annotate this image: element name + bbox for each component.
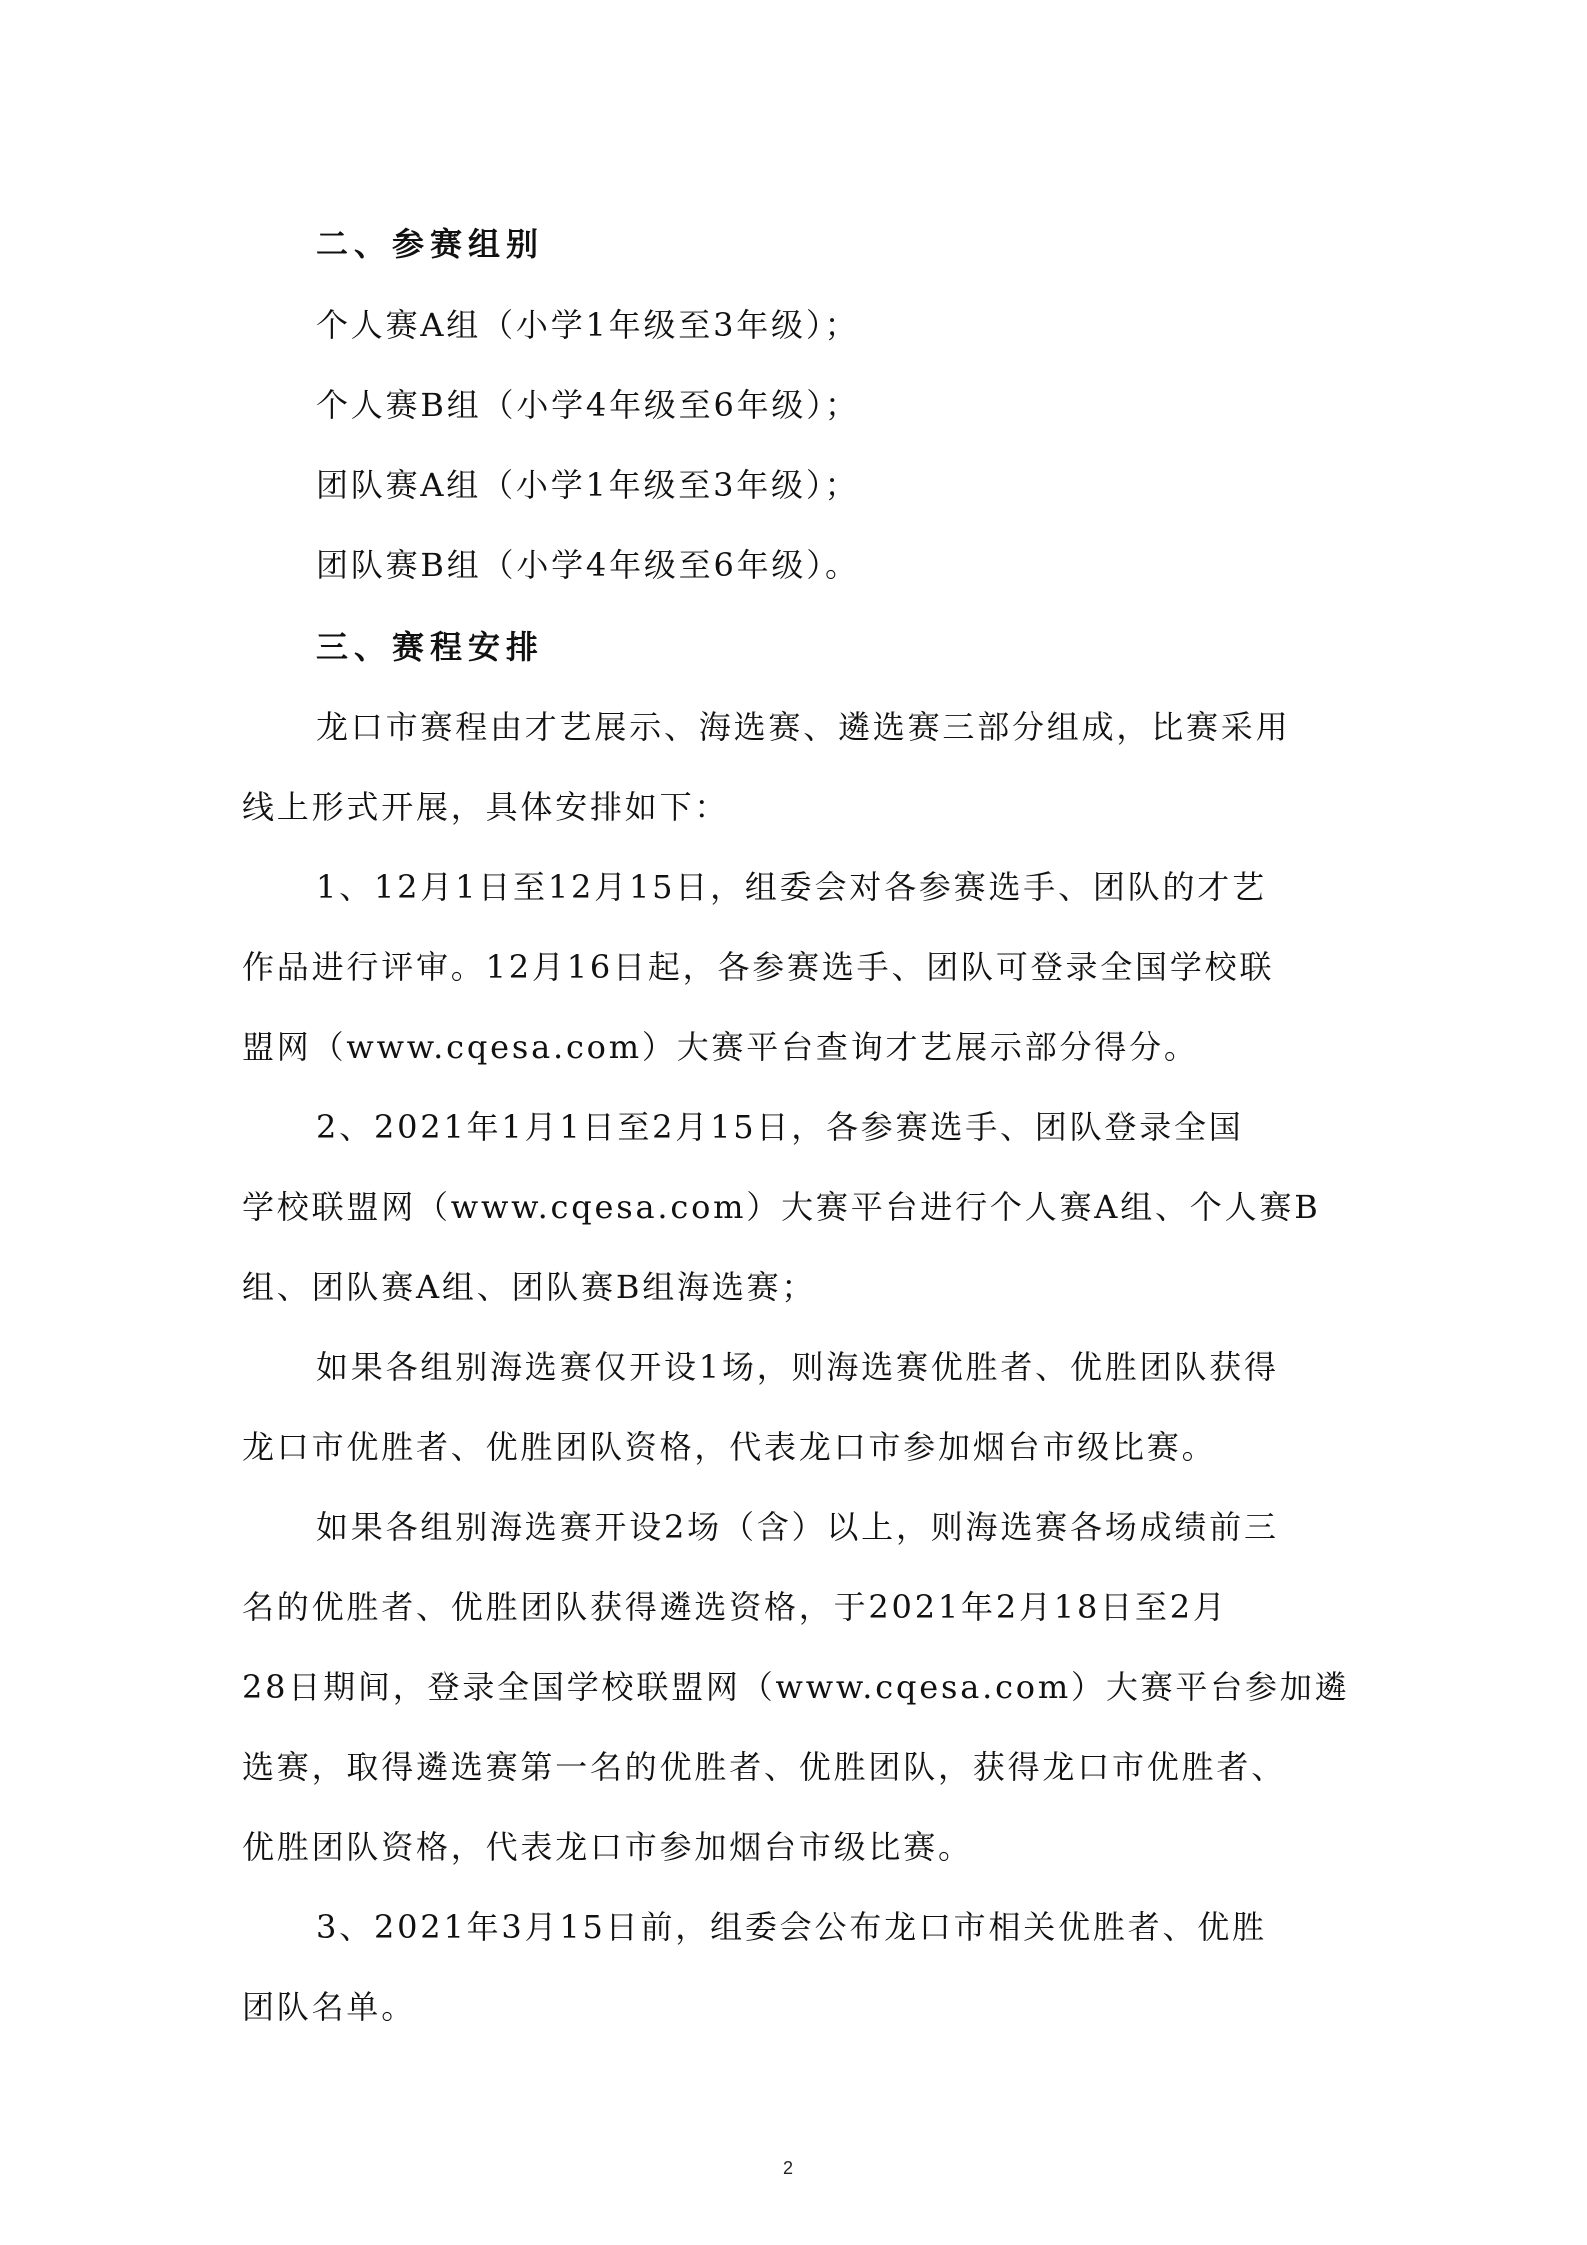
- schedule-item3-line-2: 团队名单。: [242, 1988, 417, 2026]
- multi-round-rule-line-2: 名的优胜者、优胜团队获得遴选资格，于2021年2月18日至2月: [242, 1588, 1228, 1626]
- section-heading-groups: 二、参赛组别: [316, 225, 545, 263]
- schedule-item2-line-3: 组、团队赛A组、团队赛B组海选赛；: [242, 1268, 817, 1306]
- schedule-item1-line-2: 作品进行评审。12月16日起，各参赛选手、团队可登录全国学校联: [242, 948, 1275, 986]
- schedule-intro-line-2: 线上形式开展，具体安排如下：: [242, 788, 730, 826]
- schedule-item1-line-3: 盟网（www.cqesa.com）大赛平台查询才艺展示部分得分。: [242, 1028, 1199, 1066]
- section-heading-schedule: 三、赛程安排: [316, 628, 545, 666]
- multi-round-rule-line-5: 优胜团队资格，代表龙口市参加烟台市级比赛。: [242, 1828, 973, 1866]
- schedule-item3-line-1: 3、2021年3月15日前，组委会公布龙口市相关优胜者、优胜: [316, 1908, 1267, 1946]
- schedule-item1-line-1: 1、12月1日至12月15日，组委会对各参赛选手、团队的才艺: [316, 868, 1267, 906]
- multi-round-rule-line-3: 28日期间，登录全国学校联盟网（www.cqesa.com）大赛平台参加遴: [242, 1668, 1350, 1706]
- schedule-item2-line-1: 2、2021年1月1日至2月15日，各参赛选手、团队登录全国: [316, 1108, 1244, 1146]
- single-round-rule-line-1: 如果各组别海选赛仅开设1场，则海选赛优胜者、优胜团队获得: [316, 1348, 1279, 1386]
- multi-round-rule-line-1: 如果各组别海选赛开设2场（含）以上，则海选赛各场成绩前三: [316, 1508, 1279, 1546]
- single-round-rule-line-2: 龙口市优胜者、优胜团队资格，代表龙口市参加烟台市级比赛。: [242, 1428, 1217, 1466]
- group-individual-a: 个人赛A组（小学1年级至3年级）；: [316, 306, 860, 344]
- schedule-item2-line-2: 学校联盟网（www.cqesa.com）大赛平台进行个人赛A组、个人赛B: [242, 1188, 1321, 1226]
- group-team-b: 团队赛B组（小学4年级至6年级）。: [316, 546, 860, 584]
- group-team-a: 团队赛A组（小学1年级至3年级）；: [316, 466, 860, 504]
- group-individual-b: 个人赛B组（小学4年级至6年级）；: [316, 386, 860, 424]
- page-number: 2: [783, 2158, 794, 2178]
- schedule-intro-line-1: 龙口市赛程由才艺展示、海选赛、遴选赛三部分组成，比赛采用: [316, 708, 1291, 746]
- multi-round-rule-line-4: 选赛，取得遴选赛第一名的优胜者、优胜团队，获得龙口市优胜者、: [242, 1748, 1287, 1786]
